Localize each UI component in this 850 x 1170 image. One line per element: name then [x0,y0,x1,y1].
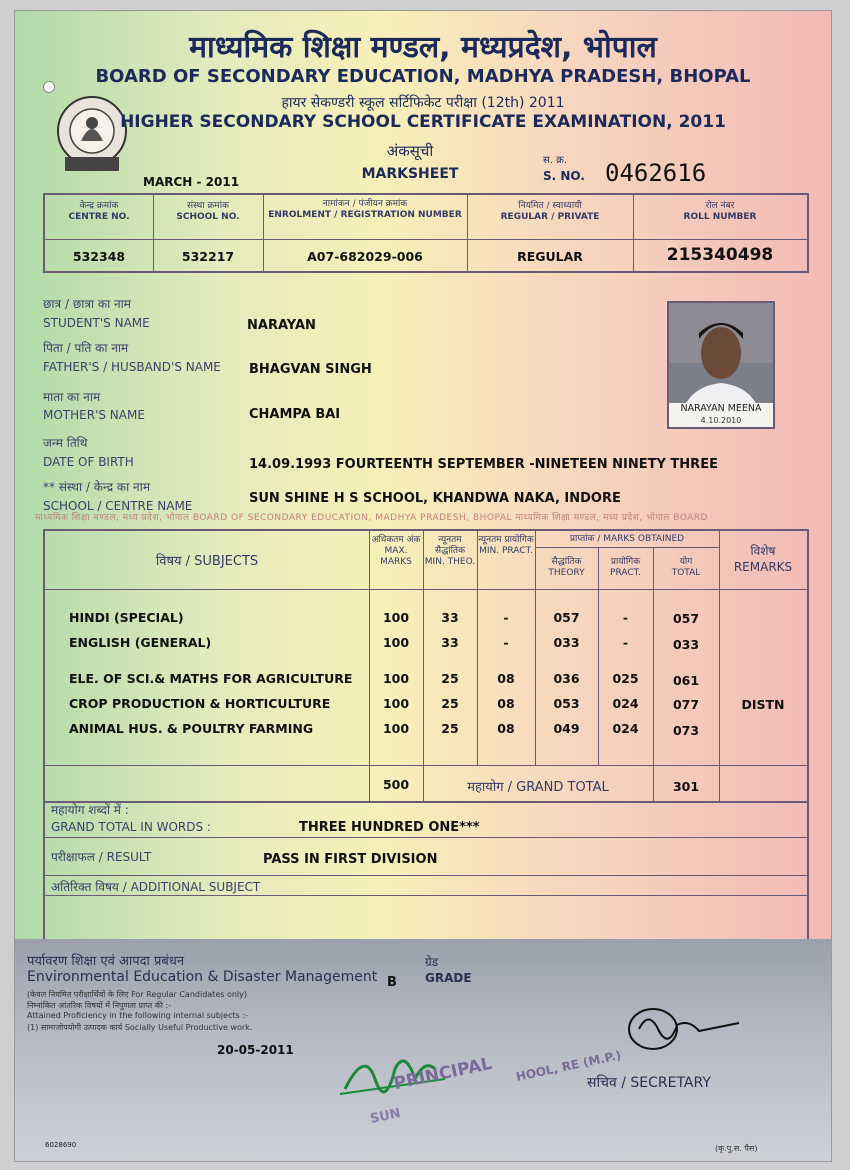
env-edu-note-3: Attained Proficiency in the following internal subjects :- [27,1011,248,1020]
subject-name: ANIMAL HUS. & POULTRY FARMING [69,721,314,736]
student-name-label-hindi: छात्र / छात्रा का नाम [43,297,131,311]
theory-marks: 033 [553,635,580,650]
board-name-hindi: माध्यमिक शिक्षा मण्डल, मध्यप्रदेश, भोपाल [189,30,657,65]
roll-number-value: 215340498 [666,245,774,265]
exam-month: MARCH - 2011 [143,175,240,189]
father-name-label: FATHER'S / HUSBAND'S NAME [43,360,221,374]
subjects-header: विषय / SUBJECTS [155,554,259,569]
min-theory: 25 [441,721,459,736]
grand-total-words: THREE HUNDRED ONE*** [299,820,480,835]
total-header: योग TOTAL [671,557,701,578]
min-practical: - [503,635,509,650]
student-photo [667,301,775,429]
practical-header: प्रायोगिक PRACT. [610,557,641,578]
school-stamp-text-2: SUN [368,1105,403,1128]
form-code: 6028690 [45,1141,77,1149]
env-edu-label-hindi: पर्यावरण शिक्षा एवं आपदा प्रबंधन [27,954,185,969]
max-marks-header: अधिकतम अंक MAX. MARKS [371,535,421,567]
school-stamp-text: HOOL, RE (M.P.) [514,1048,623,1084]
marks-table [43,529,809,803]
enrolment-value: A07-682029-006 [307,249,423,264]
theory-marks: 057 [553,610,580,625]
principal-stamp-text: PRINCIPAL [392,1053,494,1095]
subject-name: ENGLISH (GENERAL) [69,635,212,650]
registration-table [43,193,809,273]
marks-obtained-header: प्राप्तांक / MARKS OBTAINED [569,534,685,544]
issue-date: 20-05-2011 [217,1043,294,1057]
school-name: SUN SHINE H S SCHOOL, KHANDWA NAKA, INDORE [249,491,621,506]
practical-marks: 025 [612,671,639,686]
grand-max-marks: 500 [382,777,410,792]
serial-label: S. NO. [543,169,585,183]
min-practical: 08 [497,671,515,686]
photo-caption-name: NARAYAN MEENA [680,403,762,414]
remarks: DISTN [741,697,785,712]
subject-name: ELE. OF SCI.& MATHS FOR AGRICULTURE [69,671,353,686]
min-practical: - [503,610,509,625]
regular-private-value: REGULAR [517,249,583,264]
dob-label: DATE OF BIRTH [43,455,134,469]
school-label: SCHOOL / CENTRE NAME [43,499,193,513]
student-name: NARAYAN [247,318,316,333]
grand-total-words-label: GRAND TOTAL IN WORDS : [51,820,211,834]
grade-label: GRADE [425,971,472,985]
theory-marks: 036 [553,671,580,686]
board-name-english: BOARD OF SECONDARY EDUCATION, MADHYA PRADESH, BHOPAL [95,66,751,87]
date-of-birth: 14.09.1993 FOURTEENTH SEPTEMBER -NINETEEN NINETY THREE [249,457,718,472]
marksheet-title: MARKSHEET [361,166,459,182]
practical-marks: 024 [612,721,639,736]
exam-name-english: HIGHER SECONDARY SCHOOL CERTIFICATE EXAMINATION, 2011 [120,112,726,132]
min-theory: 25 [441,671,459,686]
result-value: PASS IN FIRST DIVISION [263,852,438,867]
remarks-header: विशेष REMARKS [733,544,793,574]
subject-name: CROP PRODUCTION & HORTICULTURE [69,696,331,711]
regular-private-header: नियमित / स्वाध्यायी REGULAR / PRIVATE [500,201,600,222]
min-practical: 08 [497,721,515,736]
max-marks: 100 [382,696,410,711]
max-marks: 100 [382,671,410,686]
roll-number-header: रोल नंबर ROLL NUMBER [683,201,757,222]
centre-no-header: केन्द्र क्रमांक CENTRE NO. [68,201,130,222]
exam-name-hindi: हायर सेकण्डरी स्कूल सर्टिफिकेट परीक्षा (12th) 2011 [281,95,565,111]
environmental-education-panel [15,939,831,1161]
dob-label-hindi: जन्म तिथि [43,436,88,450]
min-practical: 08 [497,696,515,711]
marksheet-title-hindi: अंकसूची [386,142,434,160]
enrolment-header: नामांकन / पंजीयन क्रमांक ENROLMENT / REGISTRATION NUMBER [268,199,462,220]
grade-label-hindi: ग्रेड [425,955,439,969]
practical-marks: - [622,610,629,625]
additional-subject-label: अतिरिक्त विषय / ADDITIONAL SUBJECT [51,880,261,894]
student-name-label: STUDENT'S NAME [43,316,150,330]
total-marks: 061 [672,673,700,688]
theory-marks: 049 [553,721,580,736]
school-no-value: 532217 [181,249,235,264]
env-edu-note-4: (1) सामाजोपयोगी उत्पादक कार्य Socially Useful Productive work. [27,1023,253,1032]
min-theory-header: न्यूनतम सैद्धांतिक MIN. THEO. [424,535,476,567]
secretary-signature [619,999,759,1069]
father-name: BHAGVAN SINGH [249,362,372,377]
env-edu-note-2: निम्नांकित आंतरिक विषयों में निपुणता प्राप्त की :- [27,1001,172,1010]
total-marks: 033 [672,637,700,652]
max-marks: 100 [382,721,410,736]
result-label: परीक्षाफल / RESULT [51,850,152,864]
max-marks: 100 [382,635,410,650]
env-edu-note-1: (केवल नियमित परीक्षार्थियों के लिए For Regular Candidates only) [27,990,247,999]
security-watermark-text: माध्यमिक शिक्षा मण्डल, मध्य प्रदेश, भोपाल BOARD OF SECONDARY EDUCATION, MADHYA PRADESH, BHOPAL माध्यमिक शिक्षा मण्डल, मध्य प्रदेश, भोपाल BOARD [35,513,708,523]
photo-caption-date: 4.10.2010 [700,416,742,425]
mother-name-label-hindi: माता का नाम [43,390,101,404]
practical-marks: 024 [612,696,639,711]
school-label-hindi: ** संस्था / केन्द्र का नाम [43,480,150,494]
mother-name: CHAMPA BAI [249,407,341,422]
serial-label-hindi: स. क्र. [543,155,567,166]
secretary-label: सचिव / SECRETARY [587,1075,711,1091]
min-practical-header: न्यूनतम प्रायोगिक MIN. PRACT. [478,535,534,556]
marksheet [14,10,832,1162]
school-no-header: संस्था क्रमांक SCHOOL NO. [176,201,240,222]
grand-total-label: महायोग / GRAND TOTAL [467,780,609,795]
printer-code: (कृ.पु.स. पैस) [715,1144,758,1153]
total-marks: 073 [672,723,700,738]
subject-name: HINDI (SPECIAL) [69,610,184,625]
mother-name-label: MOTHER'S NAME [43,408,145,422]
father-name-label-hindi: पिता / पति का नाम [43,341,129,355]
serial-number: 0462616 [605,159,707,187]
theory-header: सैद्धांतिक THEORY [548,557,585,578]
grand-total-value: 301 [672,779,700,794]
env-edu-grade-value: B [387,975,397,990]
grand-total-words-label-hindi: महायोग शब्दों में : [51,803,129,817]
min-theory: 25 [441,696,459,711]
min-theory: 33 [441,635,459,650]
total-marks: 077 [672,697,700,712]
env-edu-label: Environmental Education & Disaster Management [27,969,378,985]
min-theory: 33 [441,610,459,625]
max-marks: 100 [382,610,410,625]
centre-no-value: 532348 [72,249,126,264]
total-marks: 057 [672,611,700,626]
theory-marks: 053 [553,696,580,711]
practical-marks: - [622,635,629,650]
